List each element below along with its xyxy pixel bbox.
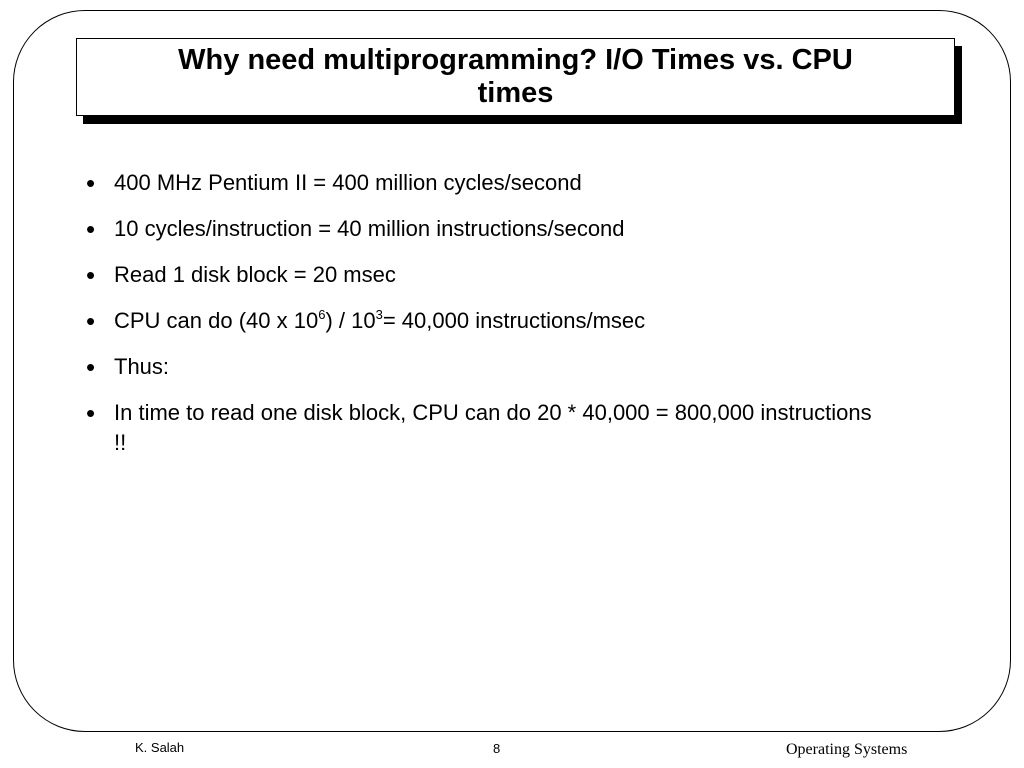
bullet-text [114,400,872,455]
slide-title: Why need multiprogramming? I/O Times vs. CPU times [178,44,853,109]
bullet-text [114,308,645,333]
bullet-text [114,216,625,241]
superscript-exponent: 3 [375,307,383,322]
bullet-text-segment: 400 MHz Pentium II = 400 million cycles/second [114,170,582,195]
bullet-text-segment: In time to read one disk block, CPU can do 20 * 40,000 = 800,000 instructions !! [114,400,872,455]
bullet-dot-icon: • [86,398,96,428]
bullet-text-segment: CPU can do (40 x 10 [114,308,319,333]
bullet-item [86,214,876,244]
bullet-dot-icon: • [86,306,96,336]
bullet-text [114,170,582,195]
bullet-text-segment: Read 1 disk block = 20 msec [114,262,396,287]
bullet-item [86,352,876,382]
bullet-text [114,354,169,379]
bullet-dot-icon: • [86,260,96,290]
bullet-item [86,398,876,458]
bullet-text-segment: = 40,000 instructions/msec [382,308,646,333]
bullet-text-segment: 10 cycles/instruction = 40 million instructions/second [114,216,625,241]
bullet-item [86,168,876,198]
bullet-item [86,260,876,290]
bullet-dot-icon: • [86,214,96,244]
bullet-list [86,168,876,474]
footer-page-number: 8 [493,741,501,756]
bullet-dot-icon: • [86,168,96,198]
bullet-text-segment: Thus: [114,354,170,379]
footer-course-title: Operating Systems [786,741,908,758]
bullet-dot-icon: • [86,352,96,382]
bullet-text [114,262,396,287]
superscript-exponent: 6 [318,307,326,322]
bullet-item [86,306,876,336]
bullet-text-segment: ) / 10 [325,308,376,333]
footer-author: K. Salah [135,740,185,755]
title-box [76,38,955,116]
